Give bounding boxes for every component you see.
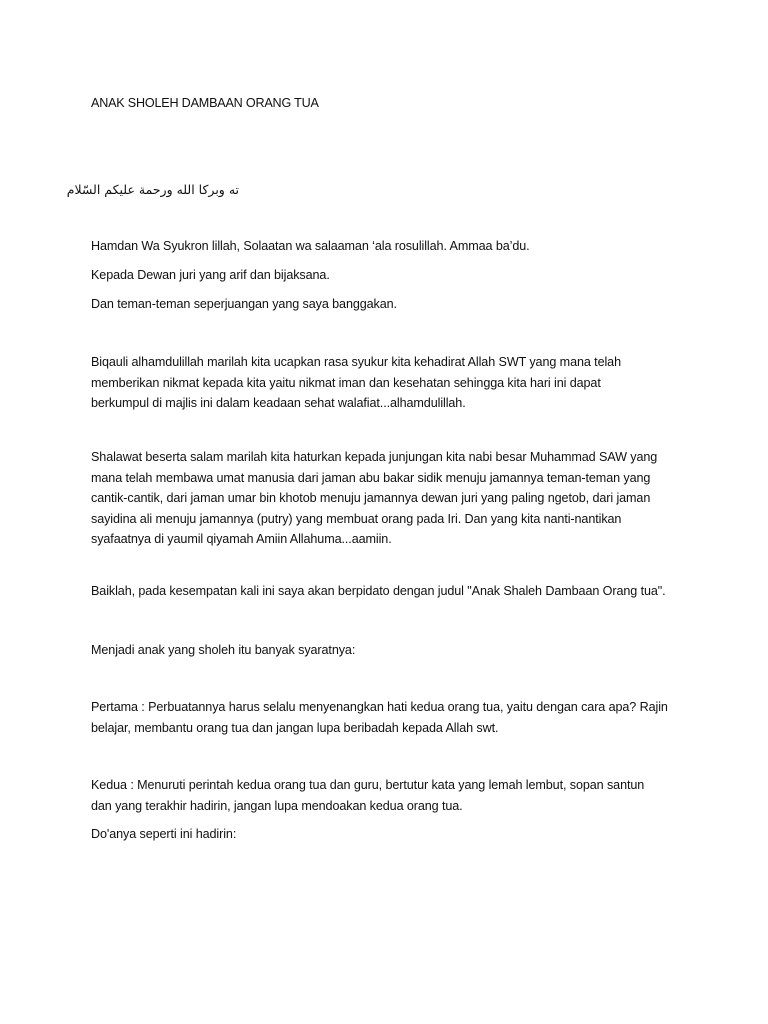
paragraph-line: mana telah membawa umat manusia dari jaman abu bakar sidik menuju jamannya teman-teman yang (91, 470, 651, 485)
paragraph-prayer-intro (91, 824, 691, 845)
paragraph-line: Biqauli alhamdulillah marilah kita ucapkan rasa syukur kita kehadirat Allah SWT yang mana telah (91, 355, 621, 369)
paragraph-line: Kedua : Menuruti perintah kedua orang tua dan guru, bertutur kata yang lemah lembut, sopan santun (91, 778, 645, 792)
paragraph-line: memberikan nikmat kepada kita yaitu nikmat iman dan kesehatan sehingga kita hari ini dapat (91, 375, 601, 390)
paragraph-line: Baiklah, pada kesempatan kali ini saya akan berpidato dengan judul "Anak Shaleh Dambaan Orang tua". (91, 584, 666, 598)
paragraph-shalawat (91, 447, 691, 550)
paragraph-line: Menjadi anak yang sholeh itu banyak syaratnya: (91, 643, 356, 657)
paragraph-line: sayidina ali menuju jamannya (putry) yang membuat orang pada Iri. Dan yang kita nanti-nantikan (91, 511, 622, 526)
paragraph-second-requirement (91, 775, 691, 816)
paragraph-line: Do'anya seperti ini hadirin: (91, 827, 237, 841)
paragraph-opening (91, 236, 691, 257)
paragraph-line: belajar, membantu orang tua dan jangan lupa beribadah kepada Allah swt. (91, 720, 499, 735)
paragraph-line: Dan teman-teman seperjuangan yang saya banggakan. (91, 297, 397, 311)
paragraph-line: syafaatnya di yaumil qiyamah Amiin Allahuma...aamiin. (91, 532, 392, 546)
paragraph-friends (91, 294, 691, 315)
paragraph-line: Shalawat beserta salam marilah kita haturkan kepada junjungan kita nabi besar Muhammad SAW yang (91, 450, 658, 464)
paragraph-line: Hamdan Wa Syukron lillah, Solaatan wa salaaman ‘ala rosulillah. Ammaa ba’du. (91, 239, 530, 253)
paragraph-jury (91, 265, 691, 286)
arabic-greeting: ته وبركا الله ورحمة عليكم السّلام (66, 182, 239, 197)
paragraph-speech-title (91, 581, 691, 602)
paragraph-line: berkumpul di majlis ini dalam keadaan sehat walafiat...alhamdulillah. (91, 396, 466, 410)
paragraph-line: Pertama : Perbuatannya harus selalu menyenangkan hati kedua orang tua, yaitu dengan cara apa? Rajin (91, 700, 668, 714)
paragraph-first-requirement (91, 697, 691, 738)
paragraph-line: Kepada Dewan juri yang arif dan bijaksana. (91, 268, 330, 282)
paragraph-line: cantik-cantik, dari jaman umar bin khotob menuju jamannya dewan juri yang paling ngetob, dari jaman (91, 491, 651, 505)
paragraph-gratitude (91, 352, 691, 414)
paragraph-line: dan yang terakhir hadirin, jangan lupa mendoakan kedua orang tua. (91, 798, 463, 813)
document-title: ANAK SHOLEH DAMBAAN ORANG TUA (91, 96, 319, 110)
paragraph-requirements (91, 640, 691, 661)
